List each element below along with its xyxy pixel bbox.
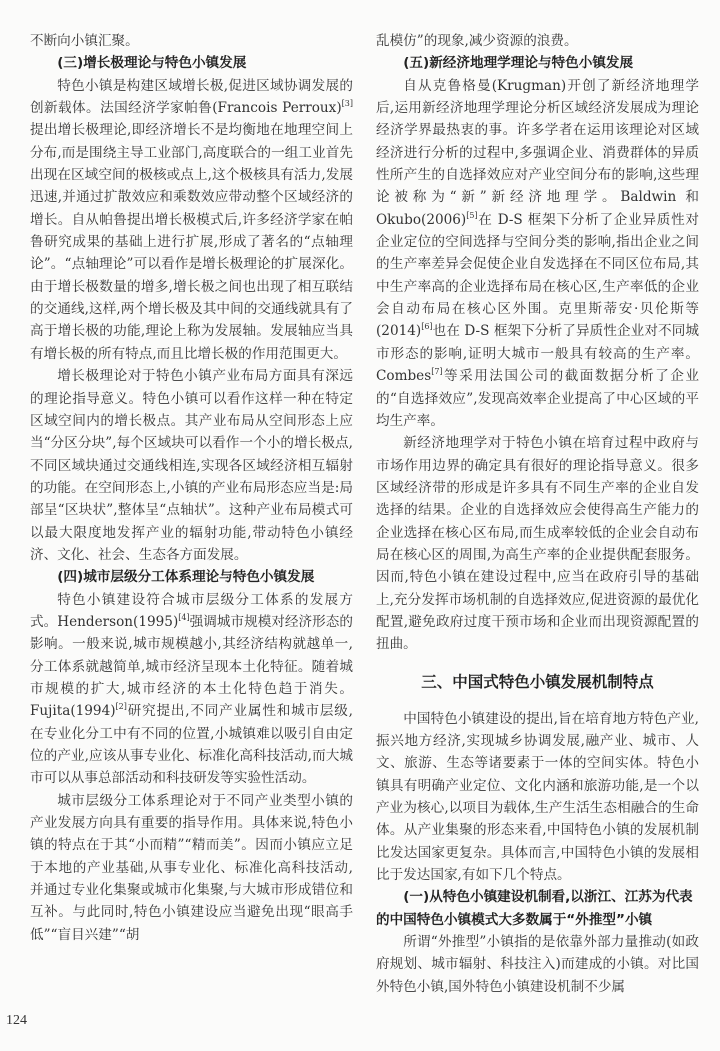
subsection-heading: (一)从特色小镇建设机制看,以浙江、江苏为代表的中国特色小镇模式大多数属于“外推型”小镇 (376, 889, 693, 928)
text: 特色小镇建设符合城市层级分工体系的发展方式。Henderson(1995) (30, 591, 353, 630)
text: 在 D-S 框架下分析了企业异质性对企业定位的空间选择与空间分类的影响,指出企业之间的生产率差异会促使企业自发选择在不同区位布局,其中生产率高的企业选择布局在核心区,生产率低的企业会自动布局在核心区外围。克里斯蒂安·贝伦斯等(2014) (376, 211, 699, 340)
citation: [6] (421, 322, 433, 332)
text: 提出增长极理论,即经济增长不是均衡地在地理空间上分布,而是围绕主导工业部门,高度联合的一组工业首先出现在区域空间的极核或点上,这个极核具有活力,发展迅速,并通过扩散效应和乘数效应带动整个区域经济的增长。自从帕鲁提出增长极模式后,许多经济学家在帕鲁研究成果的基础上进行扩展,形成了著名的“点轴理论”。“点轴理论”可以看作是增长极理论的扩展深化。由于增长极数量的增多,增长极之间也出现了相互联结的交通线,这样,两个增长极及其中间的交通线就具有了高于增长极的功能,理论上称为发展轴。发展轴应当具有增长极的所有特点,而且比增长极的作用范围更大。 (30, 122, 353, 362)
paragraph: 乱模仿”的现象,减少资源的浪费。 (376, 33, 578, 49)
paragraph (30, 589, 353, 790)
text: 强调城市规模对经济形态的影响。一般来说,城市规模越小,其经济结构就越单一,分工体系就越简单,城市经济呈现本土化特征。随着城市规模的扩大,城市经济的本土化特色趋于消失。Fujita(1994) (30, 613, 353, 720)
citation: [7] (431, 367, 443, 377)
citation: [3] (341, 99, 353, 109)
subsection-heading: (三)增长极理论与特色小镇发展 (57, 55, 247, 72)
left-column (30, 30, 353, 946)
citation: [2] (115, 702, 127, 712)
paragraph: 增长极理论对于特色小镇产业布局方面具有深远的理论指导意义。特色小镇可以看作这样一种在特定区域空间内的增长极点。其产业布局从空间形态上应当“分区分块”,每个区域块可以看作一个小的增长极点,不同区域块通过交通线相连,实现各区域经济相互辐射的功能。在空间形态上,小镇的产业布局形态应当是:局部呈“区块状”,整体呈“点轴状”。这种产业布局模式可以最大限度地发挥产业的辐射功能,带动特色小镇经济、文化、社会、生态各方面发展。 (30, 368, 353, 563)
text: 也在 D-S 框架下分析了异质性企业对不同城市形态的影响,证明大城市一般具有较高的生产率。Combes (376, 323, 699, 385)
paragraph: 不断向小镇汇聚。 (30, 33, 139, 49)
text: 研究提出,不同产业属性和城市层级,在专业化分工中有不同的位置,小城镇难以吸引自由定位的产业,应该从事专业化、标准化高科技活动,而大城市可以从事总部活动和科技研发等实验性活动。 (30, 703, 353, 787)
text: 特色小镇是构建区域增长极,促进区域协调发展的创新载体。法国经济学家帕鲁(Francois Perroux) (30, 77, 353, 117)
text: 等采用法国公司的截面数据分析了企业的“自选择效应”,发现高效率企业提高了中心区域的平均生产率。 (376, 368, 699, 429)
section-heading: 三、中国式特色小镇发展机制特点 (421, 672, 654, 691)
paragraph: 所谓“外推型”小镇指的是依靠外部力量推动(如政府规划、城市辐射、科技注入)而建成的小镇。对比国外特色小镇,国外特色小镇建设机制不少属 (376, 934, 699, 995)
citation: [4] (178, 612, 190, 622)
subsection-heading: (四)城市层级分工体系理论与特色小镇发展 (57, 569, 315, 586)
page-number: 124 (6, 1013, 27, 1028)
citation: [5] (466, 210, 478, 220)
paragraph: 城市层级分工体系理论对于不同产业类型小镇的产业发展方向具有重要的指导作用。具体来说,特色小镇的特点在于其“小而精”“精而美”。因而小镇应立足于本地的产业基础,从事专业化、标准化高科技活动, 并通过专业化集聚或城市化集聚,与大城市形成错位和互补。与此同时,特色小镇建设应当避免出现“眼高手低”“盲目兴建”“胡 (30, 792, 353, 943)
paragraph (30, 75, 353, 365)
right-column (376, 30, 699, 998)
subsection-heading: (五)新经济地理学理论与特色小镇发展 (403, 55, 634, 72)
paragraph (376, 75, 699, 433)
paragraph: 中国特色小镇建设的提出,旨在培育地方特色产业,振兴地方经济,实现城乡协调发展,融产业、城市、人文、旅游、生态等诸要素于一体的空间实体。特色小镇具有明确产业定位、文化内涵和旅游功能,是一个以产业为核心,以项目为载体,生产生活生态相融合的生命体。从产业集聚的形态来看,中国特色小镇的发展机制比发达国家更复杂。具体而言,中国特色小镇的发展相比于发达国家,有如下几个特点。 (376, 710, 699, 884)
paragraph: 新经济地理学对于特色小镇在培育过程中政府与市场作用边界的确定具有很好的理论指导意义。很多区域经济带的形成是许多具有不同生产率的企业自发选择的结果。企业的自选择效应会使得高生产能力的企业选择在核心区布局,而生成率较低的企业会自动布局在核心区的周围,为高生产率的企业提供配套服务。因而,特色小镇在建设过程中,应当在政府引导的基础上,充分发挥市场机制的自选择效应,促进资源的最优化配置,避免政府过度干预市场和企业而出现资源配置的扭曲。 (376, 435, 699, 653)
text: 自从克鲁格曼(Krugman)开创了新经济地理学后,运用新经济地理学理论分析区域经济发展成为理论经济学界最热衷的事。许多学者在运用该理论对区域经济进行分析的过程中,多强调企业、消费群体的异质性所产生的自选择效应对产业空间分布的影响,这些理论被称为“新”新经济地理学。Baldwin 和 Okubo(2006) (376, 77, 699, 228)
